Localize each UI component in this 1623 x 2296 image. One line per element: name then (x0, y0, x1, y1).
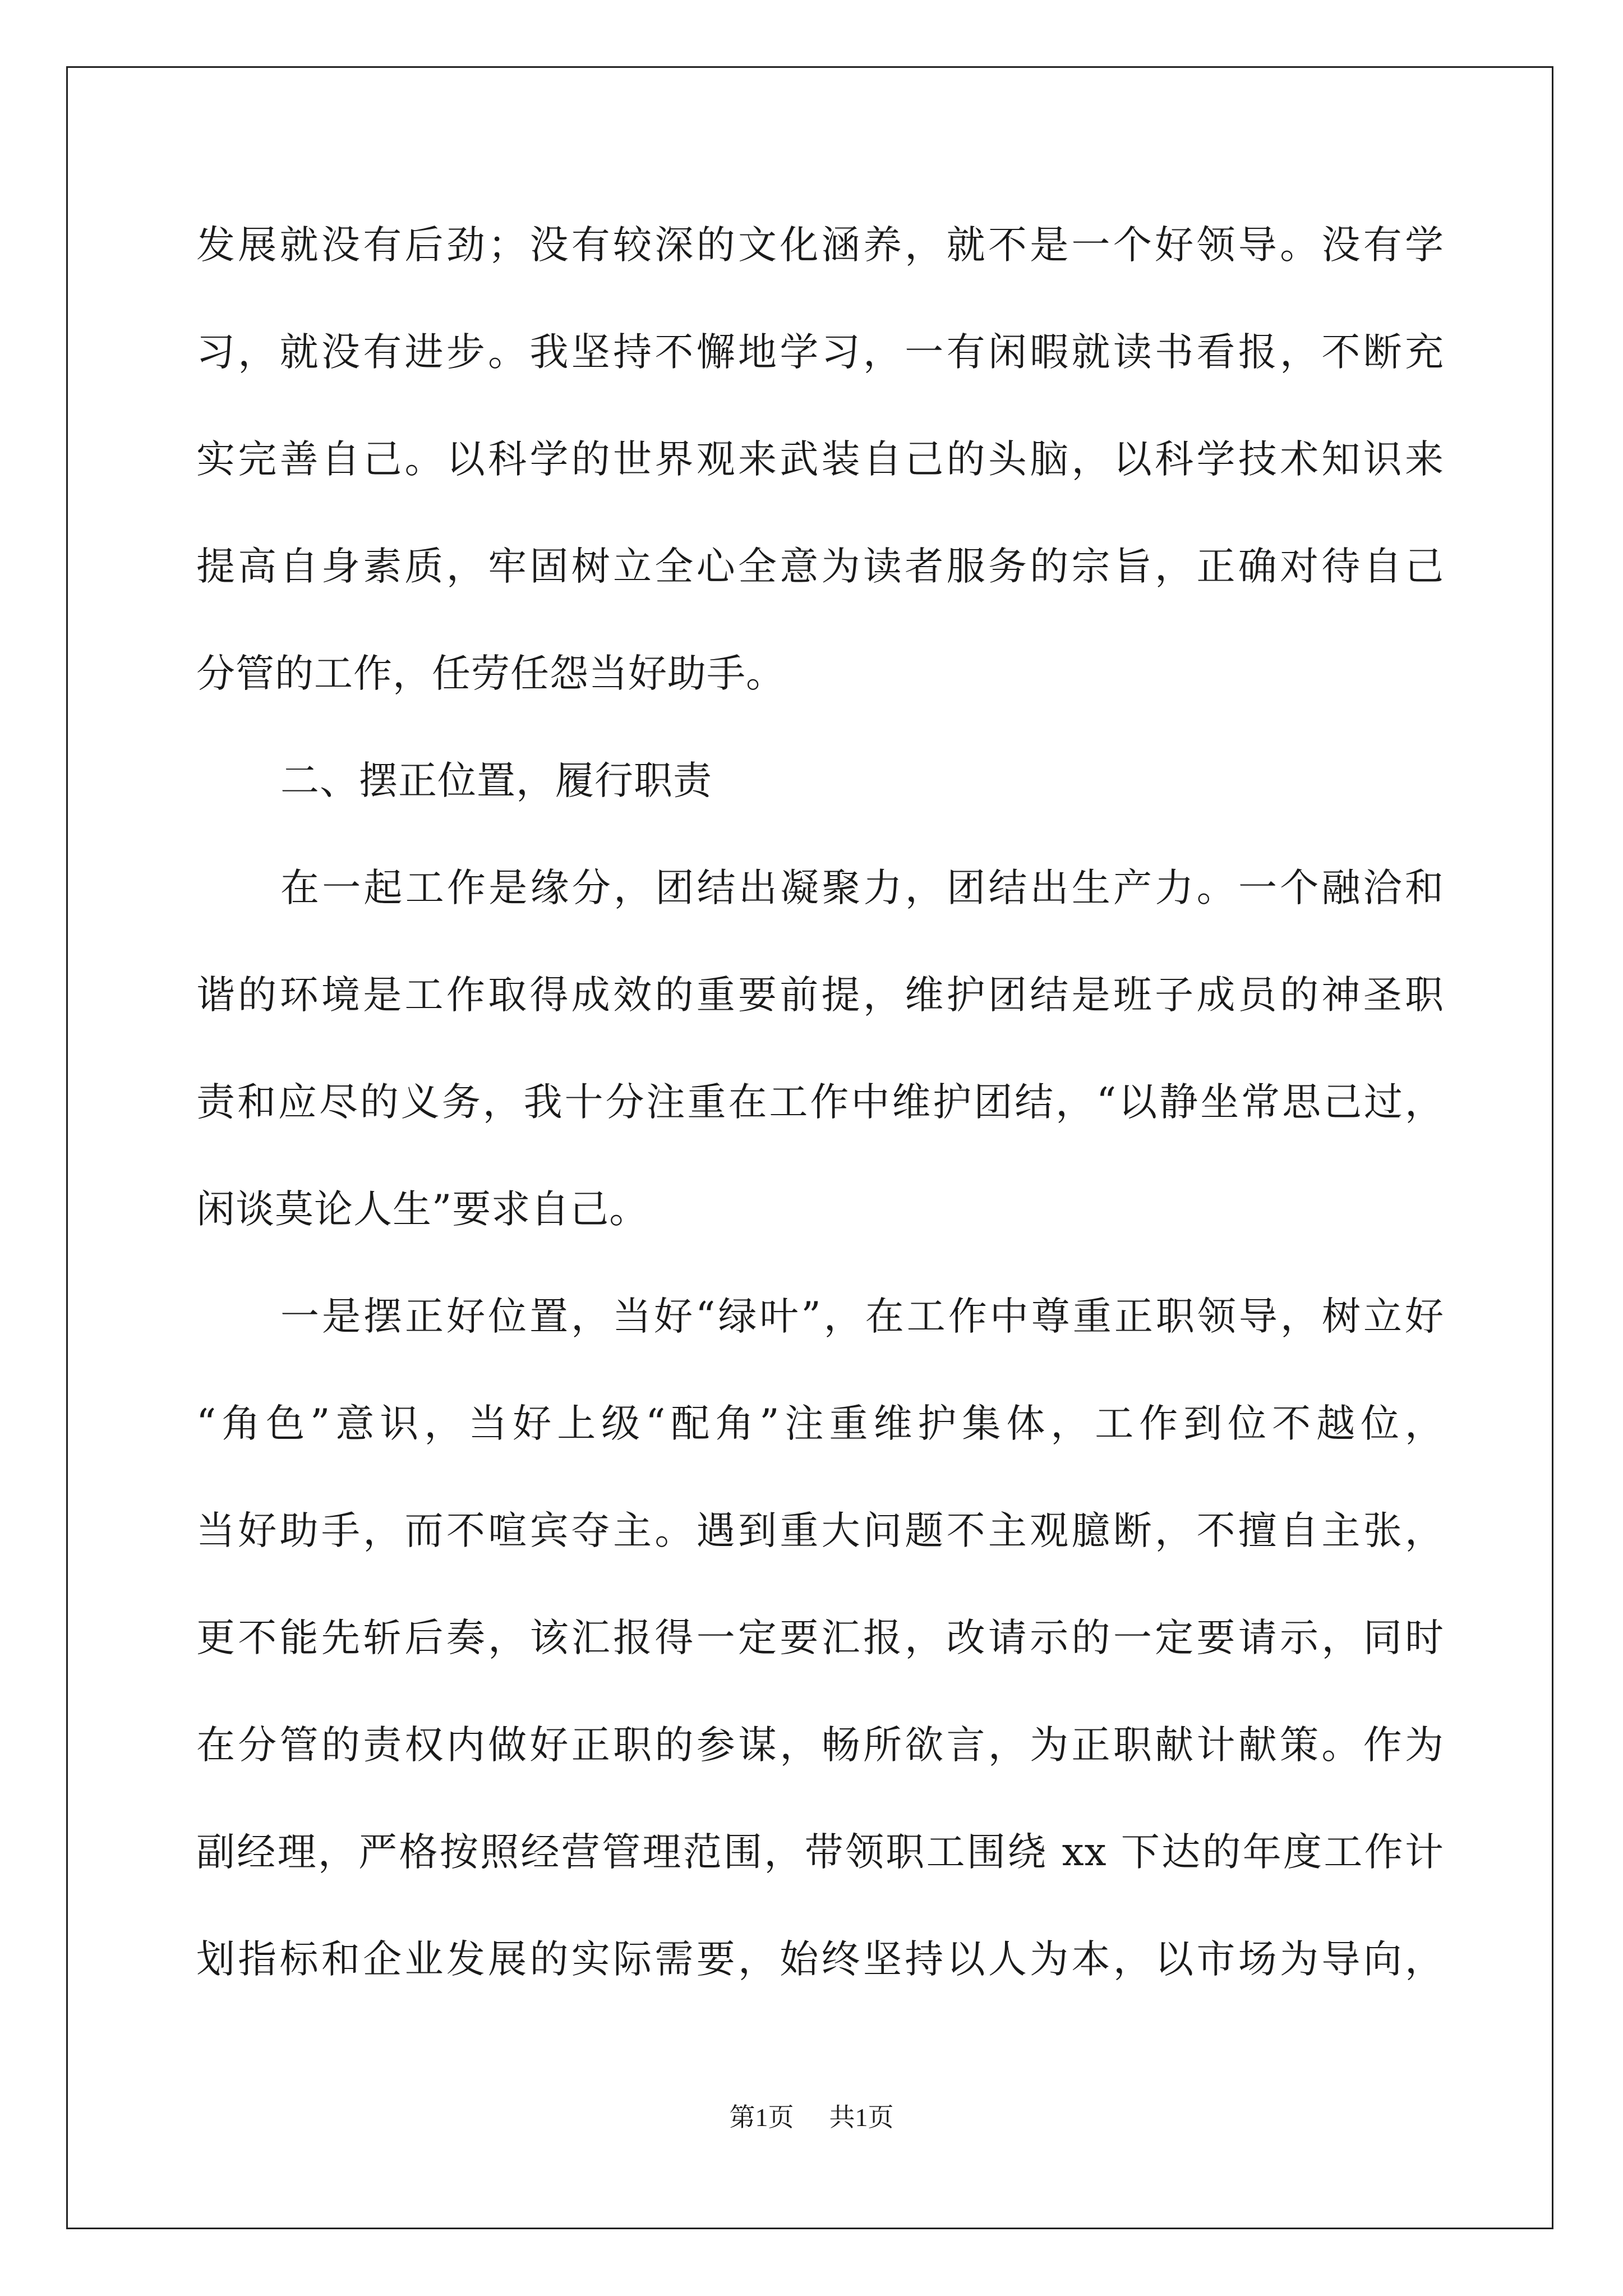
document-body (196, 216, 1444, 2037)
body-line-9: 责和应尽的义务，我十分注重在工作中维护团结，“以静坐常思己过， (196, 1080, 1444, 1125)
body-line-2: 习，就没有进步。我坚持不懈地学习，一有闲暇就读书看报，不断充 (196, 330, 1444, 375)
body-line-13: 当好助手，而不喧宾夺主。遇到重大问题不主观臆断，不擅自主张， (196, 1508, 1444, 1553)
body-line-3: 实完善自己。以科学的世界观来武装自己的头脑，以科学技术知识来 (196, 437, 1444, 482)
page-number-current: 第1页 (729, 2103, 794, 2132)
body-line-7: 在一起工作是缘分，团结出凝聚力，团结出生产力。一个融洽和 (280, 866, 1444, 910)
body-line-17: 划指标和企业发展的实际需要，始终坚持以人为本，以市场为导向， (196, 1937, 1444, 1982)
body-line-16: 副经理，严格按照经营管理范围，带领职工围绕 xx 下达的年度工作计 (196, 1830, 1444, 1875)
body-line-11: 一是摆正好位置，当好“绿叶”，在工作中尊重正职领导，树立好 (280, 1294, 1444, 1339)
body-line-5: 分管的工作，任劳任怨当好助手。 (196, 651, 785, 696)
page-footer (0, 2101, 1623, 2134)
body-line-12: “角色”意识，当好上级“配角”注重维护集体，工作到位不越位， (196, 1401, 1444, 1446)
section-heading: 二、摆正位置，履行职责 (280, 758, 712, 803)
body-line-4: 提高自身素质，牢固树立全心全意为读者服务的宗旨，正确对待自己 (196, 544, 1444, 589)
body-line-10: 闲谈莫论人生”要求自己。 (196, 1187, 649, 1232)
body-line-8: 谐的环境是工作取得成效的重要前提，维护团结是班子成员的神圣职 (196, 973, 1444, 1018)
page-number-total: 共1页 (829, 2103, 894, 2132)
body-line-1: 发展就没有后劲；没有较深的文化涵养，就不是一个好领导。没有学 (196, 223, 1444, 268)
body-line-14: 更不能先斩后奏，该汇报得一定要汇报，改请示的一定要请示，同时 (196, 1616, 1444, 1660)
body-line-15: 在分管的责权内做好正职的参谋，畅所欲言，为正职献计献策。作为 (196, 1723, 1444, 1768)
